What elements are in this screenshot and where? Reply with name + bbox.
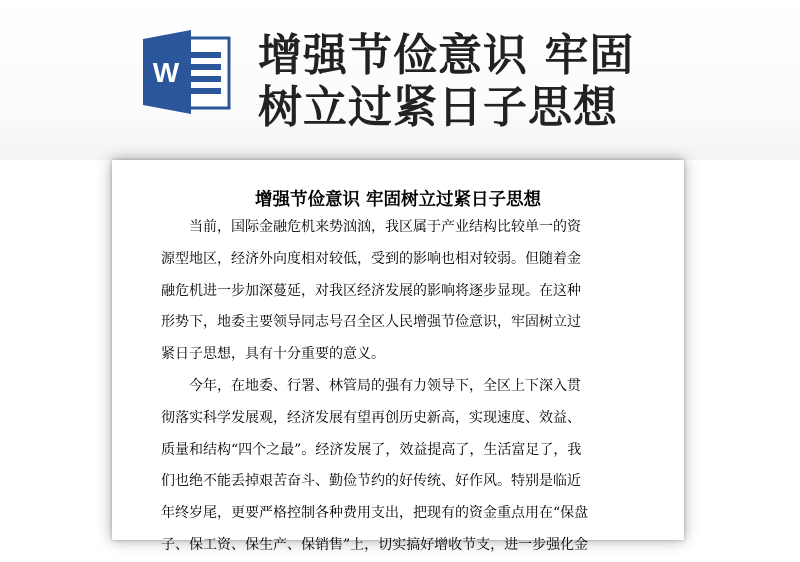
headline-line-2: 树立过紧日子思想 — [258, 82, 618, 133]
word-logo-letter: W — [152, 57, 180, 88]
banner — [0, 0, 800, 160]
document-title: 增强节俭意识 牢固树立过紧日子思想 — [254, 190, 542, 210]
body-line: 子、保工资、保生产、保销售”上，切实搞好增收节支，进一步强化金 — [161, 536, 589, 553]
body-line: 质量和结构“四个之最”。经济发展了，效益提高了，生活富足了，我 — [161, 441, 582, 458]
word-document-icon — [143, 30, 231, 114]
body-line: 紧日子思想，具有十分重要的意义。 — [161, 346, 385, 363]
page-headline — [258, 30, 634, 134]
body-line: 今年，在地委、行署、林管局的强有力领导下，全区上下深入贯 — [161, 377, 581, 394]
body-line: 彻落实科学发展观，经济发展有望再创历史新高，实现速度、效益、 — [161, 409, 581, 426]
body-line: 当前，国际金融危机来势汹汹，我区属于产业结构比较单一的资 — [161, 219, 581, 235]
document-page — [112, 160, 684, 553]
body-line: 形势下，地委主要领导同志号召全区人民增强节俭意识，牢固树立过 — [161, 314, 581, 331]
body-line: 融危机进一步加深蔓延，对我区经济发展的影响将逐步显现。在这种 — [161, 282, 581, 299]
body-line: 源型地区，经济外向度相对较低，受到的影响也相对较弱。但随着金 — [161, 250, 581, 267]
body-line: 年终岁尾，更要严格控制各种费用支出，把现有的资金重点用在“保盘 — [161, 505, 589, 522]
headline-line-1: 增强节俭意识 牢固 — [258, 30, 635, 81]
document-body — [161, 212, 641, 562]
body-line: 们也绝不能丢掉艰苦奋斗、勤俭节约的好传统、好作风。特别是临近 — [161, 473, 581, 490]
